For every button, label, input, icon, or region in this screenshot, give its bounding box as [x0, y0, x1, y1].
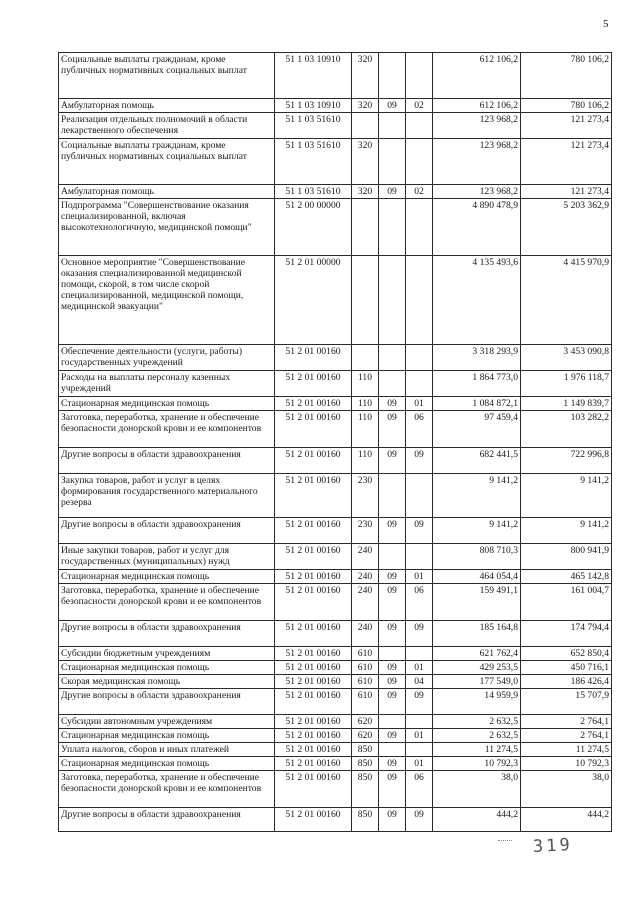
row-csr-code: 51 1 03 10910 [275, 99, 352, 113]
row-rz-code: 09 [379, 570, 406, 584]
row-vr-code: 230 [352, 474, 379, 518]
row-csr-code: 51 2 01 00160 [275, 715, 352, 729]
row-pr-code: 06 [406, 411, 433, 448]
row-vr-code: 620 [352, 715, 379, 729]
row-amount-year1: 123 968,2 [433, 185, 521, 199]
row-pr-code [406, 544, 433, 570]
table-row [59, 757, 612, 771]
row-amount-year1: 2 632,5 [433, 715, 521, 729]
row-pr-code [406, 743, 433, 757]
row-amount-year2: 174 794,4 [521, 621, 612, 647]
row-amount-year2: 800 941,9 [521, 544, 612, 570]
row-rz-code [379, 715, 406, 729]
row-name: Другие вопросы в области здравоохранения [59, 808, 275, 832]
row-csr-code: 51 2 00 00000 [275, 199, 352, 256]
table-row [59, 771, 612, 808]
row-amount-year2: 722 996,8 [521, 448, 612, 474]
row-vr-code: 110 [352, 411, 379, 448]
row-name: Другие вопросы в области здравоохранения [59, 518, 275, 544]
row-csr-code: 51 2 01 00160 [275, 743, 352, 757]
page-number: 5 [603, 18, 609, 30]
row-vr-code [352, 199, 379, 256]
table-row [59, 743, 612, 757]
row-amount-year2: 15 707,9 [521, 689, 612, 715]
row-amount-year2: 186 426,4 [521, 675, 612, 689]
row-amount-year1: 682 441,5 [433, 448, 521, 474]
row-amount-year2: 1 149 839,7 [521, 397, 612, 411]
row-name: Стационарная медицинская помощь [59, 570, 275, 584]
page-stamp: 319 [532, 834, 574, 858]
row-pr-code: 02 [406, 185, 433, 199]
row-name: Обеспечение деятельности (услуги, работы) государственных учреждений [59, 345, 275, 371]
row-vr-code: 320 [352, 53, 379, 99]
row-amount-year2: 103 282,2 [521, 411, 612, 448]
row-vr-code: 240 [352, 584, 379, 621]
row-name: Субсидии бюджетным учреждениям [59, 647, 275, 661]
table-row [59, 185, 612, 199]
row-amount-year2: 5 203 362,9 [521, 199, 612, 256]
row-name: Другие вопросы в области здравоохранения [59, 621, 275, 647]
row-csr-code: 51 2 01 00160 [275, 661, 352, 675]
row-amount-year2: 1 976 118,7 [521, 371, 612, 397]
row-name: Уплата налогов, сборов и иных платежей [59, 743, 275, 757]
row-rz-code: 09 [379, 757, 406, 771]
row-amount-year2: 780 106,2 [521, 99, 612, 113]
table-row [59, 518, 612, 544]
row-rz-code [379, 53, 406, 99]
row-csr-code: 51 2 01 00160 [275, 474, 352, 518]
row-name: Другие вопросы в области здравоохранения [59, 448, 275, 474]
row-amount-year2: 38,0 [521, 771, 612, 808]
row-rz-code [379, 743, 406, 757]
row-pr-code: 01 [406, 661, 433, 675]
row-amount-year2: 161 004,7 [521, 584, 612, 621]
row-name: Стационарная медицинская помощь [59, 757, 275, 771]
row-vr-code: 850 [352, 808, 379, 832]
row-csr-code: 51 2 01 00160 [275, 621, 352, 647]
row-rz-code [379, 474, 406, 518]
row-rz-code: 09 [379, 584, 406, 621]
row-rz-code [379, 345, 406, 371]
table-row [59, 570, 612, 584]
row-name: Амбулаторная помощь [59, 185, 275, 199]
table-row [59, 661, 612, 675]
row-amount-year1: 14 959,9 [433, 689, 521, 715]
row-amount-year1: 38,0 [433, 771, 521, 808]
row-pr-code [406, 715, 433, 729]
budget-table [58, 52, 612, 832]
row-name: Скорая медицинская помощь [59, 675, 275, 689]
row-csr-code: 51 1 03 51610 [275, 185, 352, 199]
row-amount-year2: 4 415 970,9 [521, 256, 612, 345]
row-amount-year1: 185 164,8 [433, 621, 521, 647]
row-pr-code [406, 345, 433, 371]
row-vr-code: 320 [352, 99, 379, 113]
row-vr-code: 110 [352, 397, 379, 411]
row-amount-year2: 780 106,2 [521, 53, 612, 99]
table-row [59, 675, 612, 689]
row-amount-year2: 121 273,4 [521, 139, 612, 185]
row-pr-code [406, 647, 433, 661]
row-amount-year2: 2 764,1 [521, 729, 612, 743]
row-vr-code [352, 256, 379, 345]
row-rz-code: 09 [379, 661, 406, 675]
row-pr-code: 01 [406, 757, 433, 771]
row-amount-year1: 1 084 872,1 [433, 397, 521, 411]
row-vr-code: 240 [352, 544, 379, 570]
row-amount-year1: 2 632,5 [433, 729, 521, 743]
row-csr-code: 51 2 01 00160 [275, 689, 352, 715]
row-csr-code: 51 2 01 00160 [275, 518, 352, 544]
row-amount-year1: 177 549,0 [433, 675, 521, 689]
table-row [59, 448, 612, 474]
row-name: Стационарная медицинская помощь [59, 729, 275, 743]
row-csr-code: 51 2 01 00160 [275, 448, 352, 474]
row-rz-code: 09 [379, 518, 406, 544]
row-vr-code: 610 [352, 661, 379, 675]
table-row [59, 715, 612, 729]
row-pr-code [406, 139, 433, 185]
table-row [59, 99, 612, 113]
row-name: Заготовка, переработка, хранение и обеспечение безопасности донорской крови и ее компонентов [59, 411, 275, 448]
row-name: Расходы на выплаты персоналу казенных учреждений [59, 371, 275, 397]
row-rz-code [379, 371, 406, 397]
row-amount-year2: 11 274,5 [521, 743, 612, 757]
row-csr-code: 51 2 01 00000 [275, 256, 352, 345]
row-amount-year1: 123 968,2 [433, 139, 521, 185]
row-amount-year1: 159 491,1 [433, 584, 521, 621]
row-csr-code: 51 2 01 00160 [275, 647, 352, 661]
row-name: Иные закупки товаров, работ и услуг для государственных (муниципальных) нужд [59, 544, 275, 570]
row-csr-code: 51 1 03 51610 [275, 139, 352, 185]
row-pr-code: 06 [406, 771, 433, 808]
row-vr-code: 850 [352, 743, 379, 757]
row-rz-code: 09 [379, 689, 406, 715]
table-row [59, 474, 612, 518]
row-name: Стационарная медицинская помощь [59, 397, 275, 411]
row-vr-code: 610 [352, 647, 379, 661]
row-amount-year1: 808 710,3 [433, 544, 521, 570]
row-amount-year2: 10 792,3 [521, 757, 612, 771]
row-rz-code: 09 [379, 675, 406, 689]
row-pr-code: 02 [406, 99, 433, 113]
row-name: Социальные выплаты гражданам, кроме публичных нормативных социальных выплат [59, 53, 275, 99]
row-amount-year1: 123 968,2 [433, 113, 521, 139]
row-vr-code: 110 [352, 448, 379, 474]
row-csr-code: 51 1 03 51610 [275, 113, 352, 139]
row-rz-code [379, 139, 406, 185]
row-amount-year2: 3 453 090,8 [521, 345, 612, 371]
row-pr-code: 09 [406, 448, 433, 474]
row-rz-code [379, 113, 406, 139]
row-amount-year1: 9 141,2 [433, 474, 521, 518]
row-rz-code [379, 647, 406, 661]
row-csr-code: 51 2 01 00160 [275, 411, 352, 448]
row-vr-code: 620 [352, 729, 379, 743]
row-pr-code: 09 [406, 518, 433, 544]
row-csr-code: 51 2 01 00160 [275, 729, 352, 743]
row-vr-code: 610 [352, 689, 379, 715]
row-amount-year2: 444,2 [521, 808, 612, 832]
row-name: Подпрограмма "Совершенствование оказания специализированной, включая высокотехнологичную, медицинской помощи" [59, 199, 275, 256]
row-csr-code: 51 2 01 00160 [275, 808, 352, 832]
row-vr-code [352, 113, 379, 139]
row-name: Стационарная медицинская помощь [59, 661, 275, 675]
row-rz-code: 09 [379, 99, 406, 113]
row-pr-code [406, 113, 433, 139]
table-row [59, 139, 612, 185]
row-amount-year2: 450 716,1 [521, 661, 612, 675]
row-rz-code: 09 [379, 448, 406, 474]
table-row [59, 689, 612, 715]
row-pr-code [406, 199, 433, 256]
row-pr-code [406, 474, 433, 518]
row-rz-code [379, 256, 406, 345]
row-csr-code: 51 1 03 10910 [275, 53, 352, 99]
row-amount-year1: 429 253,5 [433, 661, 521, 675]
row-csr-code: 51 2 01 00160 [275, 570, 352, 584]
row-amount-year2: 465 142,8 [521, 570, 612, 584]
table-row [59, 647, 612, 661]
table-row [59, 345, 612, 371]
row-rz-code: 09 [379, 771, 406, 808]
table-row [59, 621, 612, 647]
row-vr-code: 610 [352, 675, 379, 689]
table-row [59, 411, 612, 448]
row-amount-year2: 2 764,1 [521, 715, 612, 729]
row-vr-code [352, 345, 379, 371]
row-rz-code [379, 199, 406, 256]
row-pr-code: 09 [406, 621, 433, 647]
table-row [59, 113, 612, 139]
row-name: Заготовка, переработка, хранение и обеспечение безопасности донорской крови и ее компонентов [59, 584, 275, 621]
row-name: Амбулаторная помощь [59, 99, 275, 113]
row-name: Другие вопросы в области здравоохранения [59, 689, 275, 715]
row-pr-code: 06 [406, 584, 433, 621]
row-amount-year2: 121 273,4 [521, 113, 612, 139]
row-amount-year1: 612 106,2 [433, 53, 521, 99]
row-name: Закупка товаров, работ и услуг в целях формирования государственного материального резерва [59, 474, 275, 518]
table-row [59, 808, 612, 832]
row-amount-year1: 1 864 773,0 [433, 371, 521, 397]
row-amount-year2: 121 273,4 [521, 185, 612, 199]
row-amount-year2: 652 850,4 [521, 647, 612, 661]
table-row [59, 397, 612, 411]
stamp-dash [498, 840, 512, 841]
row-pr-code: 04 [406, 675, 433, 689]
row-name: Реализация отдельных полномочий в области лекарственного обеспечения [59, 113, 275, 139]
table-row [59, 544, 612, 570]
row-csr-code: 51 2 01 00160 [275, 544, 352, 570]
row-csr-code: 51 2 01 00160 [275, 345, 352, 371]
row-vr-code: 110 [352, 371, 379, 397]
row-vr-code: 240 [352, 621, 379, 647]
row-amount-year1: 444,2 [433, 808, 521, 832]
row-vr-code: 320 [352, 185, 379, 199]
row-rz-code: 09 [379, 621, 406, 647]
row-name: Заготовка, переработка, хранение и обеспечение безопасности донорской крови и ее компонентов [59, 771, 275, 808]
row-vr-code: 320 [352, 139, 379, 185]
row-csr-code: 51 2 01 00160 [275, 771, 352, 808]
row-amount-year1: 3 318 293,9 [433, 345, 521, 371]
table-row [59, 53, 612, 99]
table-row [59, 584, 612, 621]
row-pr-code [406, 256, 433, 345]
row-rz-code [379, 544, 406, 570]
row-pr-code [406, 371, 433, 397]
row-amount-year1: 464 054,4 [433, 570, 521, 584]
row-rz-code: 09 [379, 808, 406, 832]
row-pr-code [406, 53, 433, 99]
row-vr-code: 230 [352, 518, 379, 544]
table-row [59, 256, 612, 345]
row-vr-code: 850 [352, 757, 379, 771]
table-row [59, 371, 612, 397]
row-pr-code: 01 [406, 729, 433, 743]
table-row [59, 199, 612, 256]
row-csr-code: 51 2 01 00160 [275, 584, 352, 621]
row-pr-code: 09 [406, 808, 433, 832]
row-csr-code: 51 2 01 00160 [275, 397, 352, 411]
table-row [59, 729, 612, 743]
row-amount-year1: 4 890 478,9 [433, 199, 521, 256]
row-vr-code: 850 [352, 771, 379, 808]
row-csr-code: 51 2 01 00160 [275, 757, 352, 771]
row-amount-year2: 9 141,2 [521, 474, 612, 518]
row-name: Социальные выплаты гражданам, кроме публичных нормативных социальных выплат [59, 139, 275, 185]
row-pr-code: 01 [406, 397, 433, 411]
row-rz-code: 09 [379, 185, 406, 199]
row-amount-year1: 11 274,5 [433, 743, 521, 757]
row-amount-year1: 10 792,3 [433, 757, 521, 771]
row-rz-code: 09 [379, 397, 406, 411]
row-amount-year1: 97 459,4 [433, 411, 521, 448]
row-rz-code: 09 [379, 729, 406, 743]
row-amount-year2: 9 141,2 [521, 518, 612, 544]
row-name: Основное мероприятие "Совершенствование оказания специализированной медицинской помощи, скорой, в том числе скорой специализированной, медицинской помощи, медицинской эвакуации" [59, 256, 275, 345]
row-pr-code: 01 [406, 570, 433, 584]
row-csr-code: 51 2 01 00160 [275, 675, 352, 689]
row-amount-year1: 612 106,2 [433, 99, 521, 113]
row-vr-code: 240 [352, 570, 379, 584]
row-csr-code: 51 2 01 00160 [275, 371, 352, 397]
row-amount-year1: 9 141,2 [433, 518, 521, 544]
row-amount-year1: 621 762,4 [433, 647, 521, 661]
row-name: Субсидии автономным учреждениям [59, 715, 275, 729]
row-pr-code: 09 [406, 689, 433, 715]
row-rz-code: 09 [379, 411, 406, 448]
table-body [59, 53, 612, 832]
row-amount-year1: 4 135 493,6 [433, 256, 521, 345]
